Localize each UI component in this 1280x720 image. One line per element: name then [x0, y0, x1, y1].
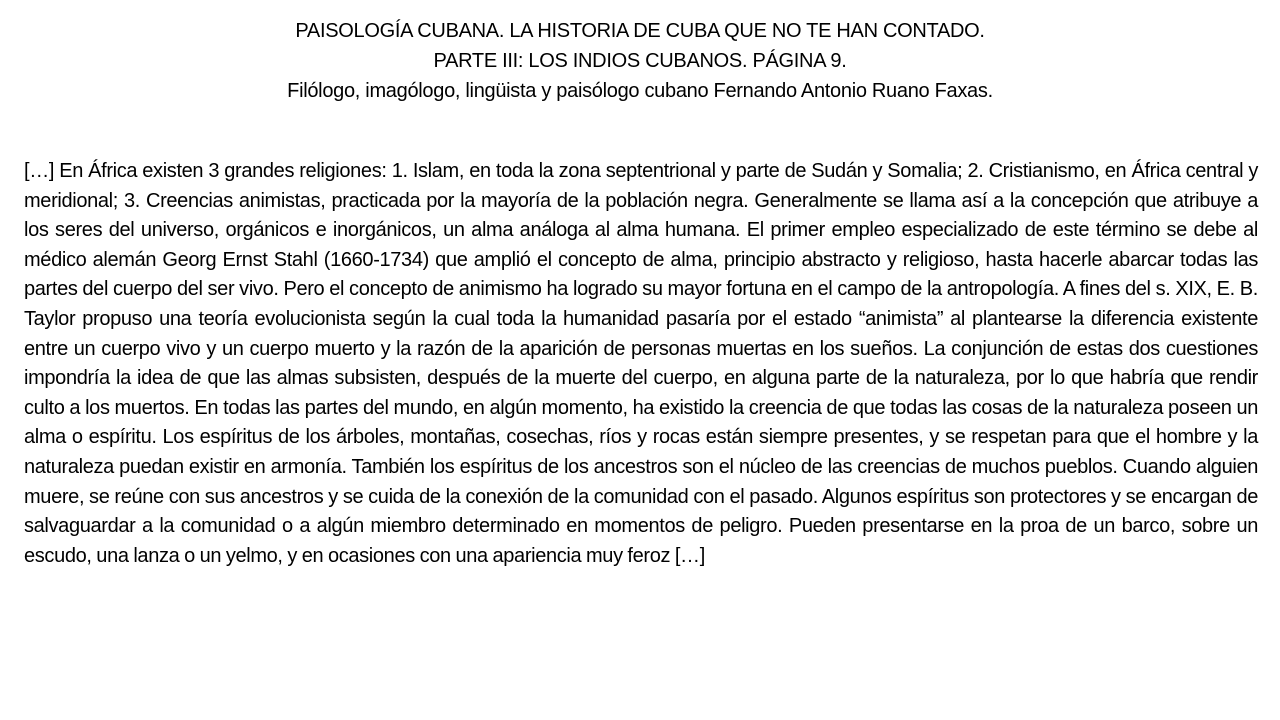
body-paragraph: […] En África existen 3 grandes religiones: 1. Islam, en toda la zona septentrional y parte de Sudán y Somalia; 2. Cristianismo, en África central y meridional; 3. Creencias animistas, practicada por la mayoría de la población negra. Generalmente se llama así a la concepción que atribuye a los seres del universo, orgánicos e inorgánicos, un alma análoga al alma humana. El primer empleo especializado de este término se debe al médico alemán Georg Ernst Stahl (1660-1734) que amplió el concepto de alma, principio abstracto y religioso, hasta hacerle abarcar todas las partes del cuerpo del ser vivo. Pero el concepto de animismo ha logrado su mayor fortuna en el campo de la antropología. A fines del s. XIX, E. B. Taylor propuso una teoría evolucionista según la cual toda la humanidad pasaría por el estado “animista” al plantearse la diferencia existente entre un cuerpo vivo y un cuerpo muerto y la razón de la aparición de personas muertas en los sueños. La conjunción de estas dos cuestiones impondría la idea de que las almas subsisten, después de la muerte del cuerpo, en alguna parte de la naturaleza, por lo que habría que rendir culto a los muertos. En todas las partes del mundo, en algún momento, ha existido la creencia de que todas las cosas de la naturaleza poseen un alma o espíritu. Los espíritus de los árboles, montañas, cosechas, ríos y rocas están siempre presentes, y se respetan para que el hombre y la naturaleza puedan existir en armonía. También los espíritus de los ancestros son el núcleo de las creencias de muchos pueblos. Cuando alguien muere, se reúne con sus ancestros y se cuida de la conexión de la comunidad con el pasado. Algunos espíritus son protectores y se encargan de salvaguardar a la comunidad o a algún miembro determinado en momentos de peligro. Pueden presentarse en la proa de un barco, sobre un escudo, una lanza o un yelmo, y en ocasiones con una apariencia muy feroz […]	[24, 160, 1258, 567]
page-header	[0, 16, 1280, 106]
header-title: PAISOLOGÍA CUBANA. LA HISTORIA DE CUBA QUE NO TE HAN CONTADO.	[295, 20, 985, 42]
header-author: Filólogo, imagólogo, lingüista y paisólogo cubano Fernando Antonio Ruano Faxas.	[287, 80, 993, 102]
header-subtitle: PARTE III: LOS INDIOS CUBANOS. PÁGINA 9.	[433, 50, 847, 72]
